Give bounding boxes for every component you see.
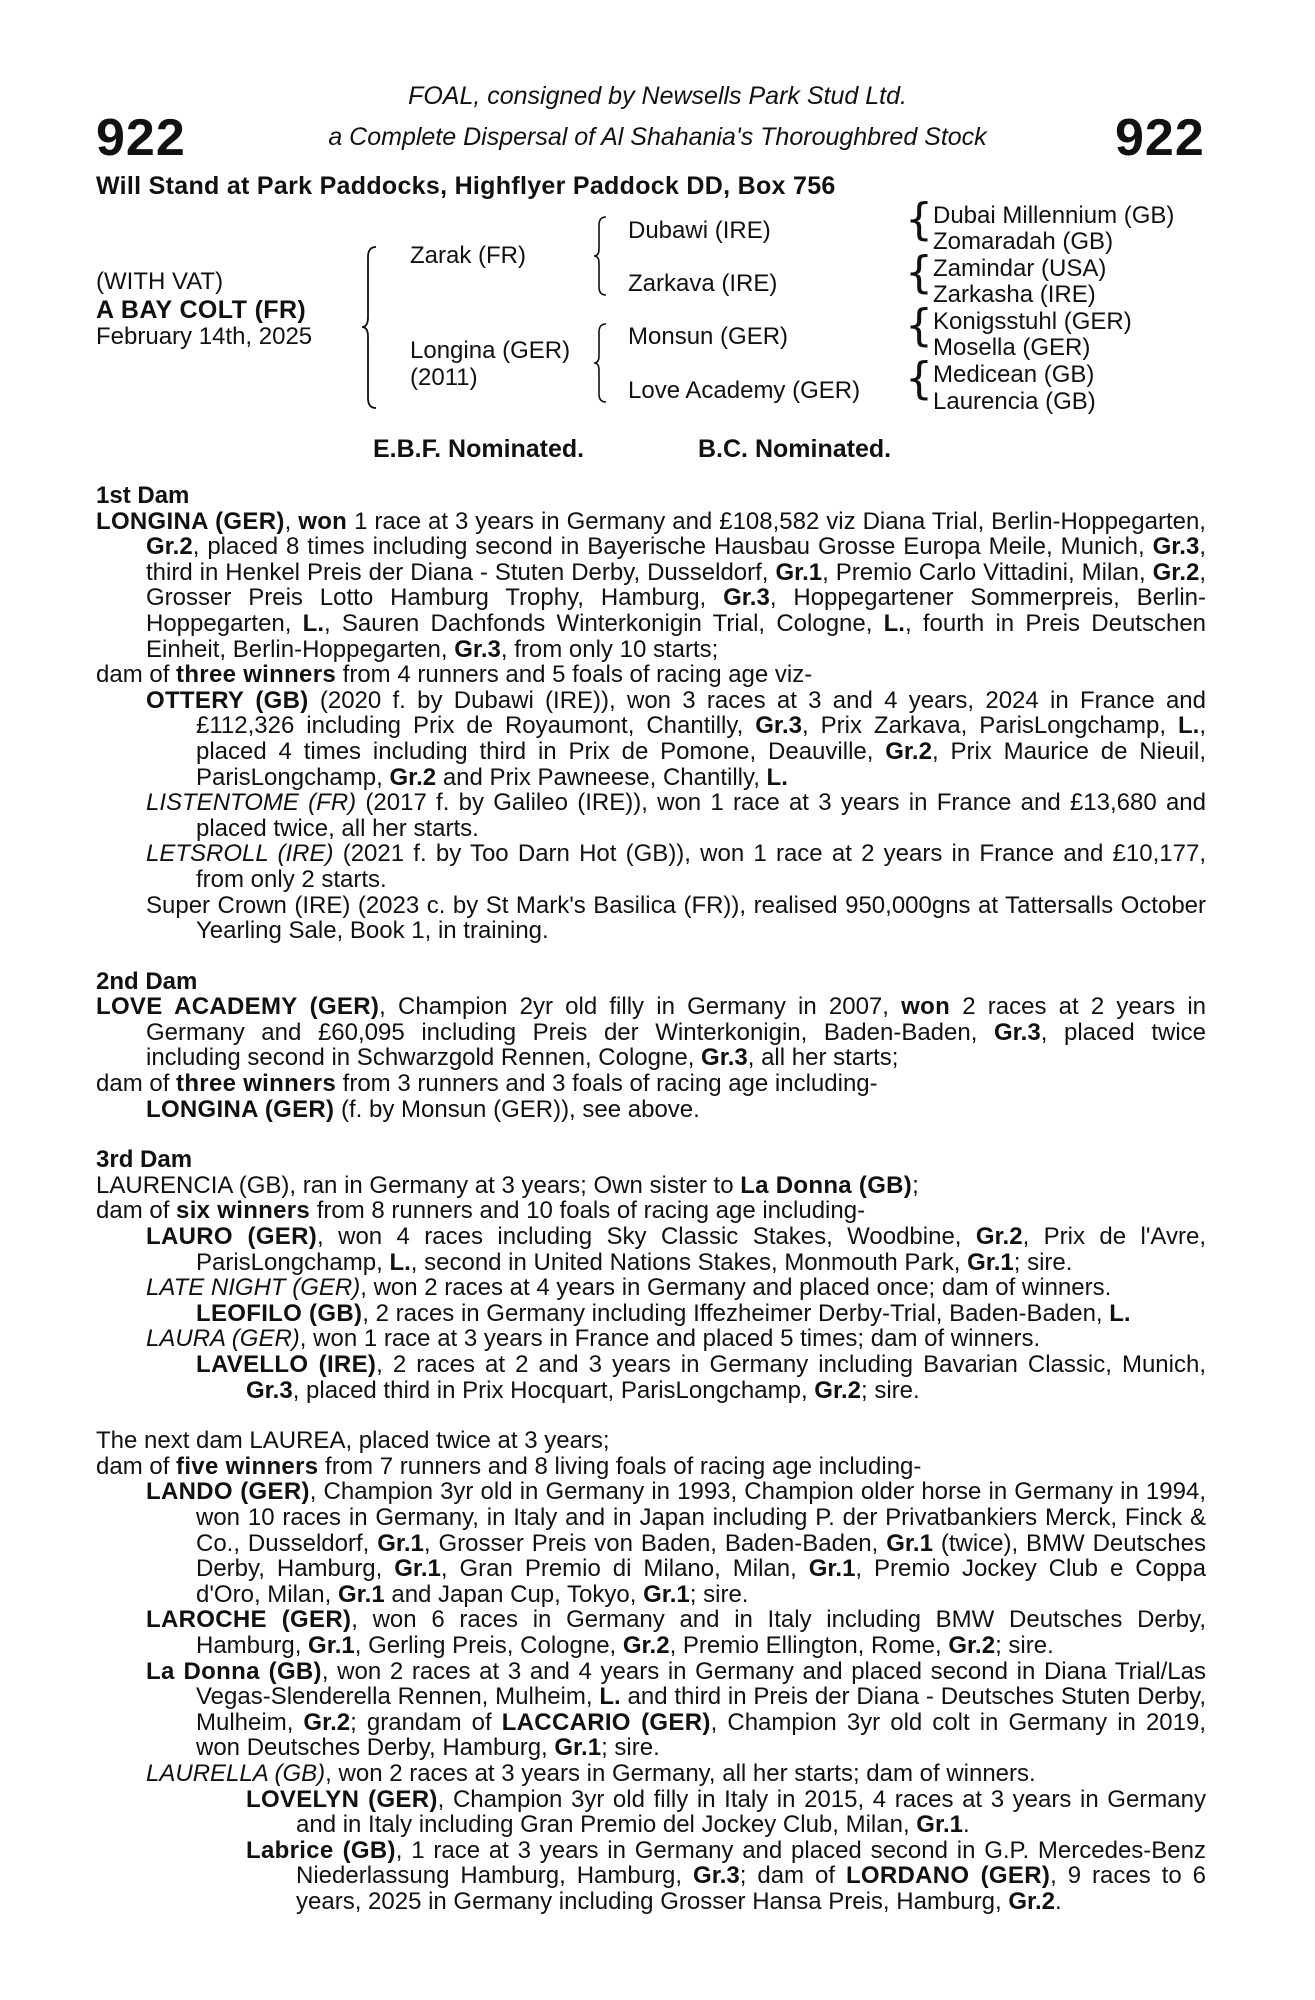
pedigree-brace-dam <box>592 322 616 404</box>
pedigree-sire: Zarak (FR) <box>410 242 526 269</box>
bc-nominated: B.C. Nominated. <box>698 435 892 463</box>
brace-g2: { <box>905 247 933 298</box>
pedigree-g3-5: Konigsstuhl (GER) <box>933 308 1132 335</box>
vat-note: (WITH VAT) <box>96 268 224 295</box>
pedigree-g3-4: Zarkasha (IRE) <box>933 281 1096 308</box>
horse-name: A BAY COLT (FR) <box>96 296 307 324</box>
pedigree-g3-1: Dubai Millennium (GB) <box>933 202 1175 229</box>
pedigree-dam-dam: Love Academy (GER) <box>628 377 861 404</box>
pedigree-dam-sire: Monsun (GER) <box>628 323 789 350</box>
dispersal-line: a Complete Dispersal of Al Shahania's Thoroughbred Stock <box>328 123 987 151</box>
brace-g1: { <box>905 194 933 245</box>
pedigree-g3-7: Medicean (GB) <box>933 361 1095 388</box>
brace-g4: { <box>905 353 933 404</box>
pedigree-brace-main <box>360 245 390 410</box>
consignor-line: FOAL, consigned by Newsells Park Stud Ltd. <box>408 82 907 110</box>
pedigree-g3-8: Laurencia (GB) <box>933 388 1096 415</box>
pedigree-g3-6: Mosella (GER) <box>933 334 1091 361</box>
pedigree-g3-2: Zomaradah (GB) <box>933 228 1114 255</box>
pedigree-sire-sire: Dubawi (IRE) <box>628 217 771 244</box>
foaling-date: February 14th, 2025 <box>96 323 313 350</box>
lot-number-left: 922 <box>96 109 186 167</box>
pedigree-g3-3: Zamindar (USA) <box>933 255 1107 282</box>
catalogue-page-body: 1st Dam LONGINA (GER), won 1 race at 3 years in Germany and £108,582 viz Diana Trial, Berlin-Hoppegarten, Gr.2, placed 8 times including second in Bayerische Hausbau Grosse Europa Meile, Munich, Gr.3, third in Henkel Preis der Diana - Stuten Derby, Dusseldorf, Gr.1, Premio Carlo Vittadini, Milan, Gr.2, Grosser Preis Lotto Hamburg Trophy, Hamburg, Gr.3, Hoppegartener Sommerpreis, Berlin-Hoppegarten, L., Sauren Dachfonds Winterkonigin Trial, Cologne, L., fourth in Preis Deutschen Einheit, Berlin-Hoppegarten, Gr.3, from only 10 starts; dam of three winners from 4 runners and 5 foals of racing age viz- OTTERY (GB) (2020 f. by Dubawi (IRE)), won 3 races at 3 and 4 years, 2024 in France and £112,326 including Prix de Royaumont, Chantilly, Gr.3, Prix Zarkava, ParisLongchamp, L., placed 4 times including third in Prix de Pomone, Deauville, Gr.2, Prix Maurice de Nieuil, ParisLongchamp, Gr.2 and Prix Pawneese, Chantilly, L. LISTENTOME (FR) (2017 f. by Galileo (IRE)), won 1 race at 3 years in France and £13,680 and placed twice, all her starts. LETSROLL (IRE) (2021 f. by Too Darn Hot (GB)), won 1 race at 2 years in France and £10,177, from only 2 starts. Super Crown (IRE) (2023 c. by St Mark's Basilica (FR)), realised 950,000gns at Tattersalls October Yearling Sale, Book 1, in training. 2nd Dam LOVE ACADEMY (GER), Champion 2yr old filly in Germany in 2007, won 2 races at 2 years in Germany and £60,095 including Preis der Winterkonigin, Baden-Baden, Gr.3, placed twice including second in Schwarzgold Rennen, Cologne, Gr.3, all her starts; dam of three winners from 3 runners and 3 foals of racing age including- LONGINA (GER) (f. by Monsun (GER)), see above. 3rd Dam LAURENCIA (GB), ran in Germany at 3 years; Own sister to La Donna (GB); dam of six winners from 8 runners and 10 foals of racing age including- LAURO (GER), won 4 races including Sky Classic Stakes, Woodbine, Gr.2, Prix de l'Avre, ParisLongchamp, L., second in United Nations Stakes, Monmouth Park, Gr.1; sire. LATE NIGHT (GER), won 2 races at 4 years in Germany and placed once; dam of winners. LEOFILO (GB), 2 races in Germany including Iffezheimer Derby-Trial, Baden-Baden, L. LAURA (GER), won 1 race at 3 years in France and placed 5 times; dam of winners. LAVELLO (IRE), 2 races at 2 and 3 years in Germany including Bavarian Classic, Munich, Gr.3, placed third in Prix Hocquart, ParisLongchamp, Gr.2; sire. The next dam LAUREA, placed twice at 3 years; dam of five winners from 7 runners and 8 living foals of racing age including- LANDO (GER), Champion 3yr old in Germany in 1993, Champion older horse in Germany in 1994, won 10 races in Germany, in Italy and in Japan including P. der Privatbankiers Merck, Finck & Co., Dusseldorf, Gr.1, Grosser Preis von Baden, Baden-Baden, Gr.1 (twice), BMW Deutsches Derby, Hamburg, Gr.1, Gran Premio di Milano, Milan, Gr.1, Premio Jockey Club e Coppa d'Oro, Milan, Gr.1 and Japan Cup, Tokyo, Gr.1; sire. LAROCHE (GER), won 6 races in Germany and in Italy including BMW Deutsches Derby, Hamburg, Gr.1, Gerling Preis, Cologne, Gr.2, Premio Ellington, Rome, Gr.2; sire. La Donna (GB), won 2 races at 3 and 4 years in Germany and placed second in Diana Trial/Las Vegas-Slenderella Rennen, Mulheim, L. and third in Preis der Diana - Deutsches Stuten Derby, Mulheim, Gr.2; grandam of LACCARIO (GER), Champion 3yr old colt in Germany in 2019, won Deutsches Derby, Hamburg, Gr.1; sire. LAURELLA (GB), won 2 races at 3 years in Germany, all her starts; dam of winners. LOVELYN (GER), Champion 3yr old filly in Italy in 2015, 4 races at 3 years in Germany and in Italy including Gran Premio del Jockey Club, Milan, Gr.1. Labrice (GB), 1 race at 3 years in Germany and placed second in G.P. Mercedes-Benz Niederlassung Hamburg, Hamburg, Gr.3; dam of LORDANO (GER), 9 races to 6 years, 2025 in Germany including Grosser Hansa Preis, Hamburg, Gr.2. <box>96 482 1207 1915</box>
ebf-nominated: E.B.F. Nominated. <box>373 435 585 463</box>
pedigree-sire-dam: Zarkava (IRE) <box>628 270 778 297</box>
lot-number-right: 922 <box>1115 109 1205 167</box>
pedigree-dam-year: (2011) <box>410 364 478 391</box>
stand-location: Will Stand at Park Paddocks, Highflyer Paddock DD, Box 756 <box>96 172 836 200</box>
pedigree-dam: Longina (GER) <box>410 337 571 364</box>
brace-g3: { <box>905 300 933 351</box>
pedigree-brace-sire <box>592 215 616 297</box>
